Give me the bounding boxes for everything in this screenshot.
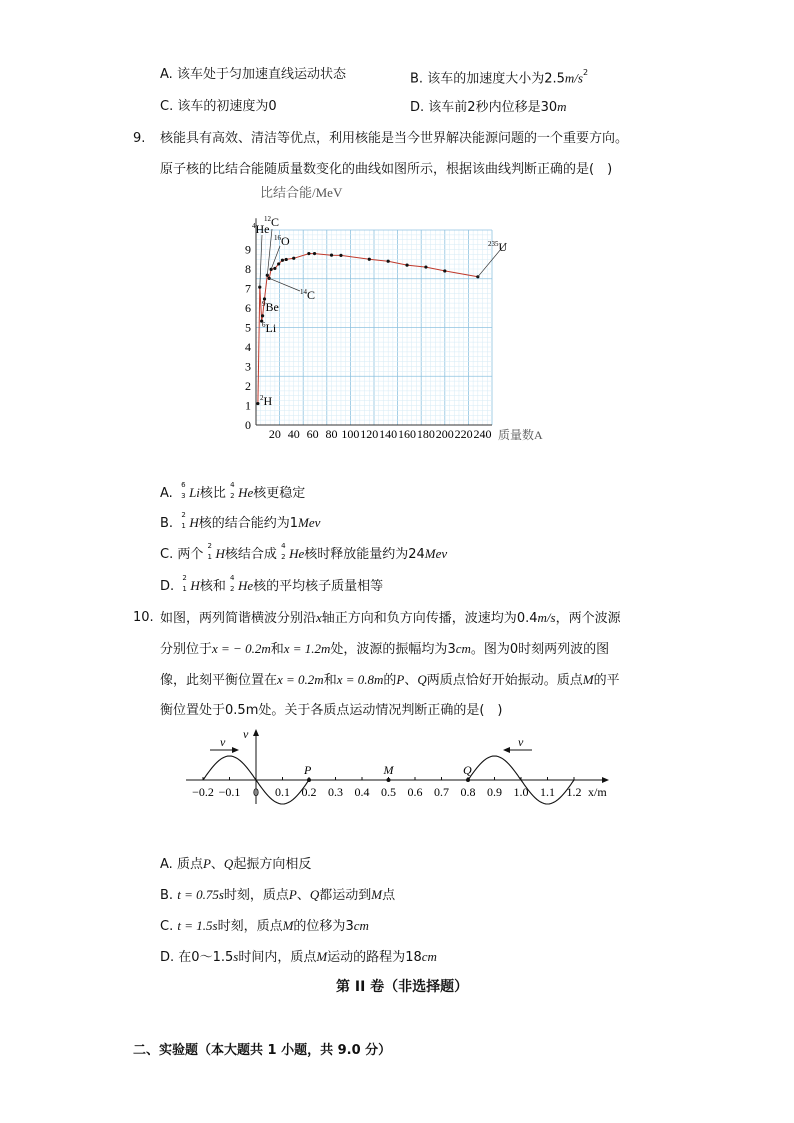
- q8-option-b: B. 该车的加速度大小为$2.5m/s^2$: [410, 68, 589, 87]
- x-tick-label: 180: [416, 427, 435, 441]
- chart-grid: [256, 230, 492, 425]
- data-point: [405, 264, 408, 267]
- x-tick-label: 20: [268, 427, 281, 441]
- wave-point-Q: [466, 778, 470, 782]
- chart-origin-label: 0: [245, 418, 251, 432]
- q8-option-c: C. 该车的初速度为0: [160, 99, 277, 114]
- wave-point-M: [387, 778, 391, 782]
- x-tick-label: 100: [341, 427, 360, 441]
- y-tick-label: 8: [245, 262, 251, 276]
- x-tick-label: 40: [287, 427, 300, 441]
- q10-stem-line4: 衡位置处于0.5m处。关于各质点运动情况判断正确的是( ): [160, 703, 503, 718]
- q10-stem-line3: 像，此刻平衡位置在x = 0.2m和x = 0.8m的P、Q两质点恰好开始振动。质点M的平: [160, 672, 620, 688]
- chart-pointers: [260, 229, 506, 291]
- label-pointer: [269, 278, 300, 291]
- data-point: [270, 268, 273, 271]
- data-point: [424, 265, 427, 268]
- wave-tick-label: 0.6: [407, 785, 423, 799]
- data-point: [281, 259, 284, 262]
- wave-tick-label: 1.2: [566, 785, 582, 799]
- wave-tick-label: −0.1: [218, 785, 241, 799]
- q9-option-a: A. 6 3 Li核比 4 2 He核更稳定: [160, 481, 306, 501]
- q8-option-a: A. 该车处于匀加速直线运动状态: [160, 67, 346, 82]
- data-point: [292, 257, 295, 260]
- binding-energy-chart: [238, 183, 543, 445]
- q10-option-c: C. t = 1.5s时刻，质点M的位移为3cm: [160, 918, 369, 934]
- wave-point-label: P: [304, 763, 312, 777]
- wave-tick-label: 0.1: [275, 785, 290, 799]
- wave-points: [303, 763, 472, 782]
- wave-tick-label: 0.5: [381, 785, 396, 799]
- x-tick-label: 160: [398, 427, 417, 441]
- label-c14: $^{14}$C: [300, 288, 316, 302]
- data-point: [339, 254, 342, 257]
- wave-tick-label: 1.1: [540, 785, 555, 799]
- q9-number: 9.: [133, 131, 146, 146]
- wave-point-P: [307, 778, 311, 782]
- y-tick-label: 3: [245, 359, 251, 374]
- q10-number: 10.: [133, 610, 154, 625]
- q9-stem-line2: 原子核的比结合能随质量数变化的曲线如图所示，根据该曲线判断正确的是( ): [160, 162, 613, 177]
- q9-option-c: C. 两个 2 1 H核结合成 4 2 He核时释放能量约为24Mev: [160, 542, 448, 562]
- q10-option-a: A. 质点P、Q起振方向相反: [160, 856, 312, 872]
- wave-tick-label: 0.4: [354, 785, 370, 799]
- wave-tick-label: 0.2: [301, 785, 317, 799]
- q9-option-b: B. 2 1 H核的结合能约为1Mev: [160, 511, 321, 531]
- data-point: [261, 314, 264, 317]
- label-he4: $^4$He: [252, 222, 270, 236]
- y-tick-label: 5: [245, 320, 251, 335]
- data-point: [387, 260, 390, 263]
- left-velocity-label: v: [220, 735, 226, 749]
- q10-option-d: D. 在0～1.5s时间内，质点M运动的路程为18cm: [160, 949, 437, 965]
- wave-tick-label: 0.3: [328, 785, 343, 799]
- x-tick-label: 120: [360, 427, 379, 441]
- wave-tick-label: 1.0: [513, 785, 529, 799]
- section-experiment-title: 二、实验题（本大题共 1 小题，共 9.0 分）: [133, 1043, 392, 1058]
- chart-y-label: 比结合能/MeV: [260, 185, 343, 200]
- label-be9: $^9$Be: [262, 300, 279, 314]
- section-ii-title: 第 II 卷（非选择题）: [336, 979, 469, 995]
- data-point: [307, 252, 310, 255]
- x-tick-label: 200: [435, 427, 454, 441]
- y-tick-label: 4: [245, 340, 251, 354]
- q10-stem-line1: 如图，两列简谐横波分别沿x轴正方向和负方向传播，波速均为0.4m/s，两个波源: [160, 610, 621, 626]
- data-point: [273, 267, 276, 270]
- wave-tick-label: 0: [253, 785, 259, 799]
- right-velocity-label: v: [518, 735, 524, 749]
- data-point: [268, 277, 271, 280]
- data-point: [277, 262, 280, 265]
- y-tick-label: 9: [245, 242, 251, 257]
- wave-figure: [180, 728, 620, 808]
- data-point: [285, 258, 288, 261]
- y-tick-label: 2: [245, 379, 251, 393]
- x-tick-label: 80: [325, 427, 338, 441]
- wave-point-label: Q: [463, 763, 472, 777]
- wave-tick-label: 0.7: [434, 785, 449, 799]
- q9-stem-line1: 核能具有高效、清洁等优点，利用核能是当今世界解决能源问题的一个重要方向。: [160, 131, 629, 146]
- label-h2: $^2$H: [260, 394, 273, 408]
- y-tick-label: 1: [245, 398, 251, 413]
- label-c12: $^{12}$C: [264, 215, 280, 229]
- y-tick-label: 6: [245, 301, 251, 315]
- data-point: [443, 269, 446, 272]
- q10-option-b: B. t = 0.75s时刻，质点P、Q都运动到M点: [160, 887, 396, 903]
- wave-x-label: x/m: [588, 785, 607, 799]
- data-point: [313, 252, 316, 255]
- x-tick-label: 140: [379, 427, 398, 441]
- wave-tick-label: 0.9: [487, 785, 502, 799]
- q8-option-d: D. 该车前2秒内位移是30m: [410, 99, 567, 115]
- wave-point-label: M: [383, 763, 394, 777]
- data-point: [368, 258, 371, 261]
- q9-option-d: D. 2 1 H核和 4 2 He核的平均核子质量相等: [160, 574, 384, 594]
- label-u235: $^{235}$U: [488, 240, 508, 254]
- wave-tick-label: −0.2: [192, 785, 214, 799]
- label-li6: $^6$Li: [262, 321, 277, 335]
- chart-points: [256, 252, 479, 405]
- wave-tick-label: 0.8: [460, 785, 476, 799]
- data-point: [330, 254, 333, 257]
- x-tick-label: 60: [306, 427, 319, 441]
- y-tick-label: 7: [245, 281, 251, 296]
- x-tick-label: 240: [473, 427, 492, 441]
- x-tick-label: 220: [454, 427, 473, 441]
- label-o16: $^{16}$O: [274, 234, 290, 248]
- wave-y-label: v: [243, 727, 249, 741]
- data-point: [256, 402, 259, 405]
- chart-x-label: 质量数A: [498, 428, 543, 442]
- q10-stem-line2: 分别位于x = − 0.2m和x = 1.2m处，波源的振幅均为3cm。图为0时刻两列波的图: [160, 641, 610, 657]
